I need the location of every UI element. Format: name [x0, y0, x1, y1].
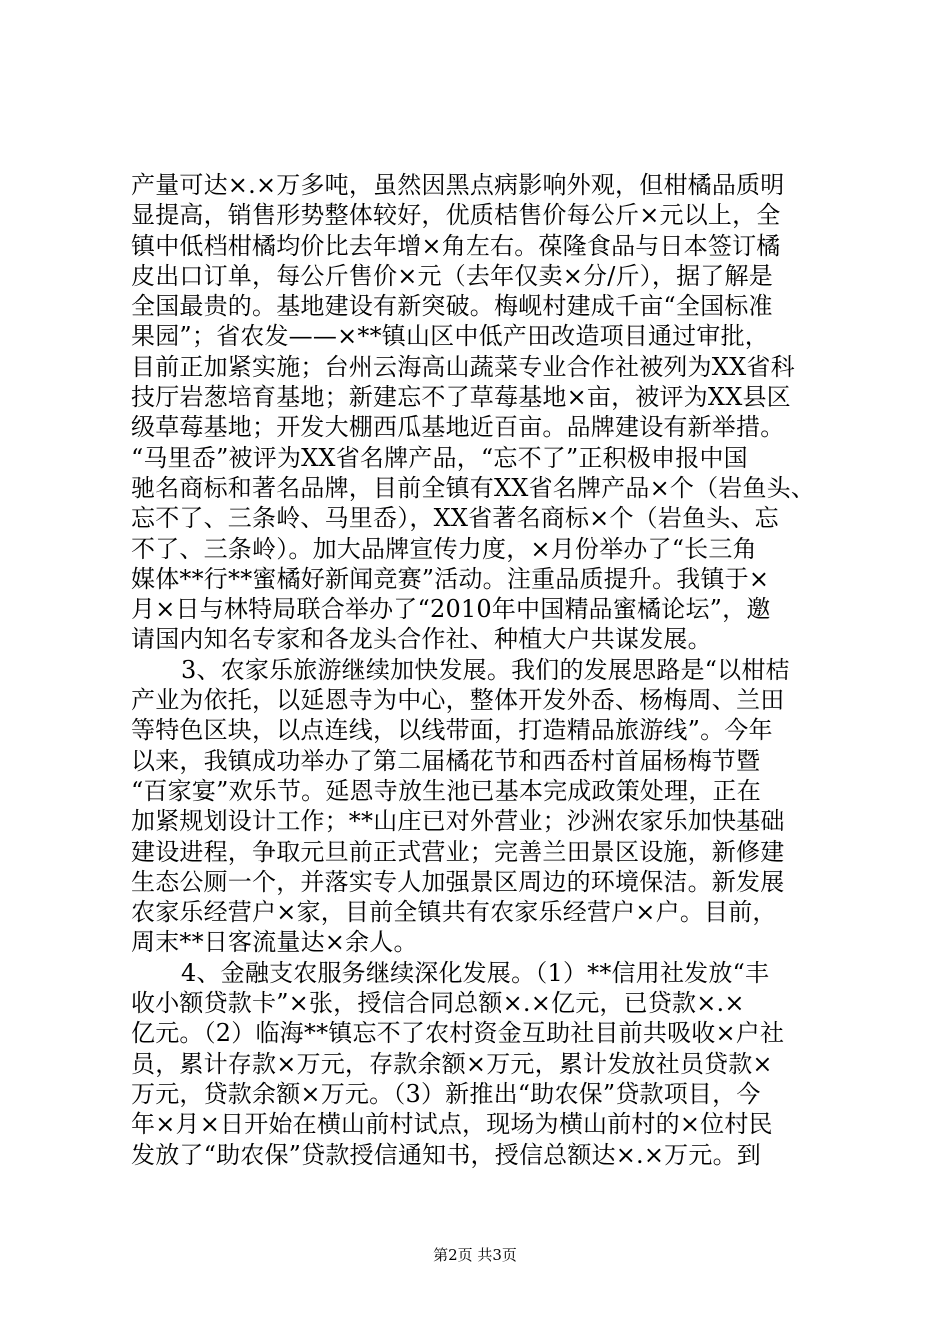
text-line: 以来，我镇成功举办了第二届橘花节和西岙村首届杨梅节暨 [131, 746, 761, 775]
text-line: 镇中低档柑橘均价比去年增×角左右。葆隆食品与日本签订橘 [131, 231, 781, 260]
text-line: 周末**日客流量达×余人。 [131, 928, 418, 957]
text-line: 目前正加紧实施；台州云海高山蔬菜专业合作社被列为XX省科 [131, 352, 795, 381]
text-line: 显提高，销售形势整体较好，优质桔售价每公斤×元以上，全 [131, 201, 781, 230]
paragraph-3-heading-line: 3、农家乐旅游继续加快发展。我们的发展思路是“以柑桔 [181, 655, 790, 684]
text-line: 月×日与林特局联合举办了“2010年中国精品蜜橘论坛”，邀 [131, 595, 771, 624]
text-line: 发放了“助农保”贷款授信通知书，授信总额达×.×万元。到 [131, 1140, 761, 1169]
text-line: “百家宴”欢乐节。延恩寺放生池已基本完成政策处理，正在 [131, 776, 761, 805]
text-line: 收小额贷款卡”×张，授信合同总额×.×亿元，已贷款×.× [131, 989, 745, 1018]
text-line: 生态公厕一个，并落实专人加强景区周边的环境保洁。新发展 [131, 867, 785, 896]
text-line: 万元，贷款余额×万元。（3）新推出“助农保”贷款项目，今 [131, 1079, 761, 1108]
text-line: 皮出口订单，每公斤售价×元（去年仅卖×分/斤），据了解是 [131, 261, 773, 290]
text-line: 建设进程，争取元旦前正式营业；完善兰田景区设施，新修建 [131, 837, 785, 866]
text-line: 加紧规划设计工作；**山庄已对外营业；沙洲农家乐加快基础 [131, 807, 785, 836]
text-line: 产业为依托，以延恩寺为中心，整体开发外岙、杨梅周、兰田 [131, 686, 785, 715]
text-line: 等特色区块，以点连线，以线带面，打造精品旅游线”。今年 [131, 716, 773, 745]
document-body [131, 170, 826, 1170]
text-line: 亿元。（2）临海**镇忘不了农村资金互助社目前共吸收×户社 [131, 1019, 785, 1048]
text-line: 产量可达×.×万多吨，虽然因黑点病影响外观，但柑橘品质明 [131, 171, 785, 199]
text-line: 员，累计存款×万元，存款余额×万元，累计发放社员贷款× [131, 1049, 773, 1078]
text-line: 果园”；省农发——×**镇山区中低产田改造项目通过审批， [131, 322, 769, 351]
text-line: 不了、三条岭）。加大品牌宣传力度，×月份举办了“长三角 [131, 534, 757, 563]
text-line: 级草莓基地；开发大棚西瓜基地近百亩。品牌建设有新举措。 [131, 413, 785, 442]
text-line: 媒体**行**蜜橘好新闻竞赛”活动。注重品质提升。我镇于× [131, 564, 770, 593]
page-number-footer: 第2页 共3页 [433, 1246, 517, 1264]
text-line: 全国最贵的。基地建设有新突破。梅岘村建成千亩“全国标准 [131, 292, 773, 321]
text-line: 年×月×日开始在横山前村试点，现场为横山前村的×位村民 [131, 1110, 773, 1139]
text-line: 技厅岩葱培育基地；新建忘不了草莓基地×亩，被评为XX县区 [131, 383, 791, 412]
text-line: 请国内知名专家和各龙头合作社、种植大户共谋发展。 [131, 625, 712, 654]
text-line: 驰名商标和著名品牌，目前全镇有XX省名牌产品×个（岩鱼头、 [131, 473, 816, 502]
text-line: “马里岙”被评为XX省名牌产品，“忘不了”正积极申报中国 [131, 443, 748, 472]
paragraph-4-heading-line: 4、金融支农服务继续深化发展。（1）**信用社发放“丰 [181, 958, 770, 987]
text-line: 忘不了、三条岭、马里岙），XX省著名商标×个（岩鱼头、忘 [131, 504, 779, 533]
text-line: 农家乐经营户×家，目前全镇共有农家乐经营户×户。目前， [131, 898, 777, 927]
